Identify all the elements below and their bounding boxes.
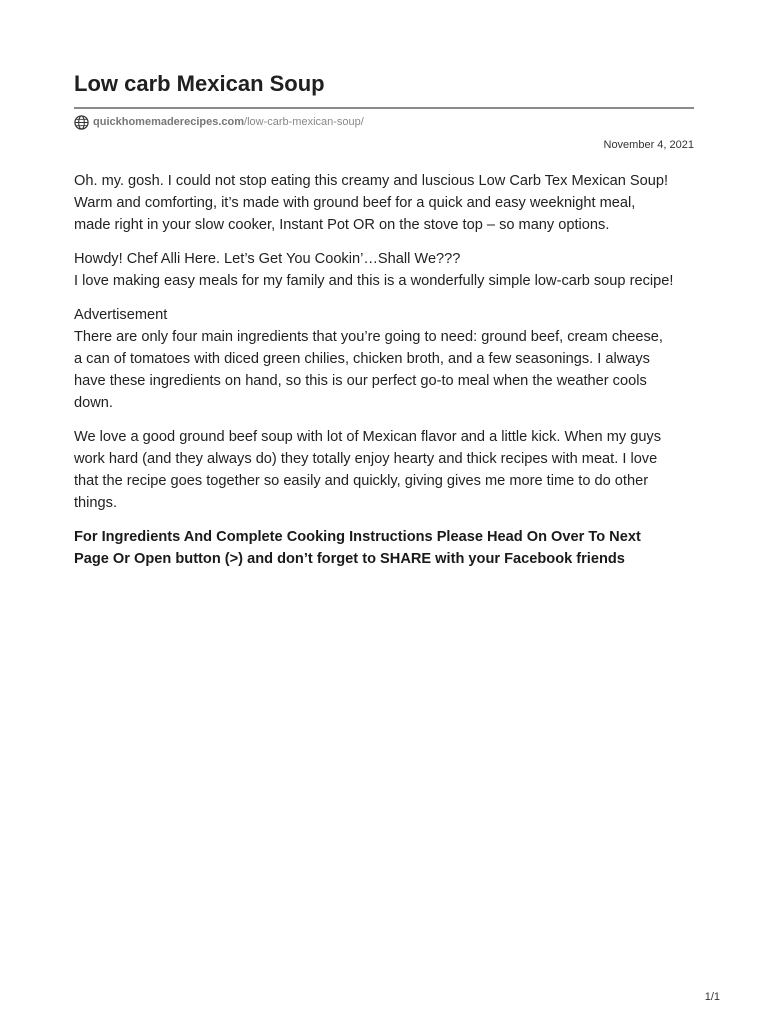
paragraph-line: made right in your slow cooker, Instant Pot OR on the stove top – so many options. (74, 217, 610, 233)
publish-date: November 4, 2021 (603, 139, 694, 151)
paragraph (74, 170, 702, 236)
article-body (74, 170, 702, 582)
page-number: 1/1 (704, 991, 720, 1003)
paragraph-line: For Ingredients And Complete Cooking Instructions Please Head On Over To Next (74, 529, 641, 545)
paragraph-line: Oh. my. gosh. I could not stop eating this creamy and luscious Low Carb Tex Mexican Soup! (74, 173, 669, 189)
paragraph-line: Howdy! Chef Alli Here. Let’s Get You Cookin’…Shall We??? (74, 251, 461, 267)
paragraph-line: have these ingredients on hand, so this is our perfect go-to meal when the weather cools (74, 373, 647, 389)
paragraph-line: that the recipe goes together so easily and quickly, giving gives me more time to do other (74, 473, 649, 489)
title-divider (74, 107, 694, 109)
paragraph-line: I love making easy meals for my family and this is a wonderfully simple low-carb soup recipe! (74, 273, 674, 289)
paragraph-line: Page Or Open button (>) and don’t forget to SHARE with your Facebook friends (74, 551, 625, 567)
paragraph-line: down. (74, 395, 113, 411)
paragraph-line: things. (74, 495, 117, 511)
source-path[interactable]: /low-carb-mexican-soup/ (244, 116, 364, 128)
source-domain[interactable]: quickhomemaderecipes.com (93, 116, 245, 128)
paragraph-line: work hard (and they always do) they totally enjoy hearty and thick recipes with meat. I love (74, 451, 658, 467)
paragraph-line: We love a good ground beef soup with lot of Mexican flavor and a little kick. When my guys (74, 429, 662, 445)
paragraph (74, 248, 702, 292)
advertisement-label: Advertisement (74, 307, 168, 323)
page-title: Low carb Mexican Soup (74, 71, 325, 96)
paragraph (74, 426, 702, 514)
call-to-action (74, 526, 702, 570)
paragraph-line: There are only four main ingredients that you’re going to need: ground beef, cream cheese, (74, 329, 663, 345)
paragraph (74, 304, 702, 414)
source-link[interactable] (74, 113, 364, 131)
paragraph-line: a can of tomatoes with diced green chilies, chicken broth, and a few seasonings. I always (74, 351, 650, 367)
paragraph-line: Warm and comforting, it’s made with ground beef for a quick and easy weeknight meal, (74, 195, 636, 211)
globe-icon (74, 115, 89, 130)
